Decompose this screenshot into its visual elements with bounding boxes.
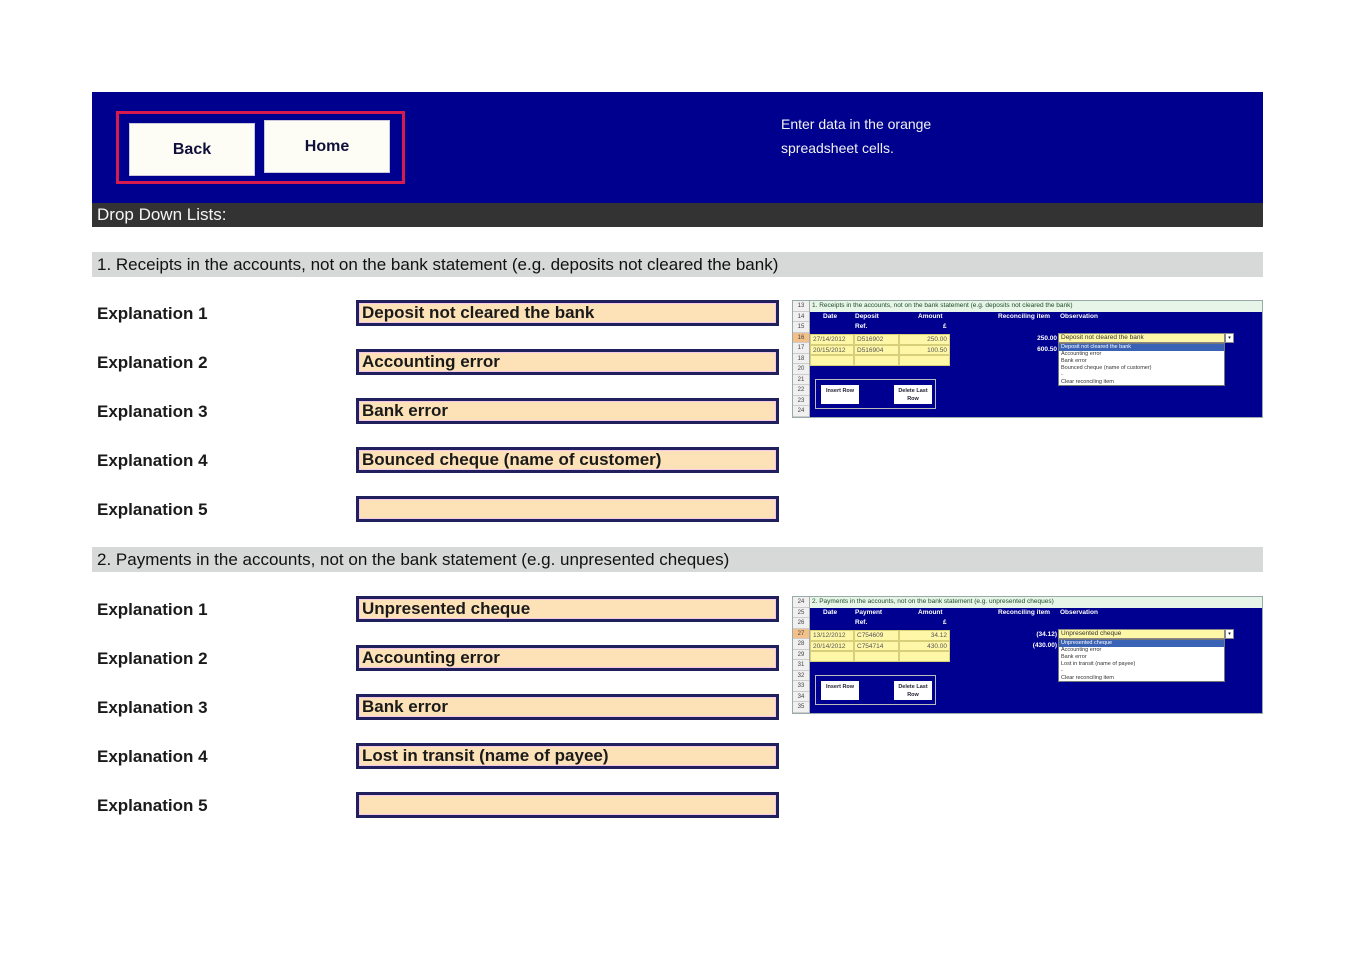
entry-ref: C754714 <box>854 641 899 652</box>
row-number: 24 <box>793 597 809 608</box>
dropdown-option: Accounting error <box>1061 351 1102 357</box>
entry-ref: D516902 <box>854 334 899 345</box>
row-number: 34 <box>793 692 809 703</box>
dropdown-arrow-icon: ▾ <box>1225 629 1234 639</box>
dropdown-arrow-icon: ▾ <box>1225 333 1234 343</box>
dropdown-options-list <box>1058 343 1225 386</box>
entry-empty <box>899 355 950 366</box>
entry-empty <box>854 355 899 366</box>
entry-empty <box>899 651 950 662</box>
receipts-explanation-5-input[interactable] <box>356 496 779 522</box>
dropdown-option: Bounced cheque (name of customer) <box>1061 365 1152 371</box>
dropdown-options-list <box>1058 639 1225 682</box>
col-header-date: Date <box>823 609 838 616</box>
payments-explanation-3-label: Explanation 3 <box>97 698 208 717</box>
payments-explanation-1-label: Explanation 1 <box>97 600 208 619</box>
row-number: 28 <box>793 639 809 650</box>
table-row <box>810 641 1040 652</box>
dropdown-option: Lost in transit (name of payee) <box>1061 661 1136 667</box>
thumbnail-button-group <box>815 379 936 409</box>
row-number: 26 <box>793 618 809 629</box>
reconciling-amount: (430.00) <box>1032 642 1057 649</box>
entry-amount: 250.00 <box>899 334 950 345</box>
row-number: 13 <box>793 301 809 312</box>
entry-empty <box>810 355 854 366</box>
table-row <box>810 651 1040 662</box>
payments-explanation-3-input[interactable]: Bank error <box>356 694 779 720</box>
observation-dropdown: Unpresented cheque <box>1058 629 1225 639</box>
receipts-explanation-3-input[interactable]: Bank error <box>356 398 779 424</box>
row-number: 35 <box>793 702 809 713</box>
entry-ref: C754609 <box>854 630 899 641</box>
home-button[interactable]: Home <box>264 120 390 173</box>
payments-explanation-5-input[interactable] <box>356 792 779 818</box>
row-number: 32 <box>793 671 809 682</box>
nav-button-group <box>116 111 405 184</box>
row-number: 21 <box>793 375 809 386</box>
dropdown-option: - <box>1061 372 1063 378</box>
instruction-line-2: spreadsheet cells. <box>781 140 894 156</box>
section-payments-heading: 2. Payments in the accounts, not on the bank statement (e.g. unpresented cheques) <box>92 547 1263 572</box>
drop-down-lists-heading: Drop Down Lists: <box>92 203 1263 227</box>
thumbnail-title: 1. Receipts in the accounts, not on the bank statement (e.g. deposits not cleared the bank) <box>810 301 1262 312</box>
delete-row-button-image: Delete Last Row <box>894 681 932 700</box>
row-number: 15 <box>793 322 809 333</box>
thumbnail-entries <box>810 334 1040 366</box>
insert-row-button-image: Insert Row <box>821 385 859 404</box>
row-number: 17 <box>793 343 809 354</box>
row-number: 31 <box>793 660 809 671</box>
table-row <box>810 334 1040 345</box>
back-button[interactable]: Back <box>129 123 255 176</box>
payments-explanation-5-label: Explanation 5 <box>97 796 208 815</box>
row-number: 14 <box>793 312 809 323</box>
payments-explanation-2-input[interactable]: Accounting error <box>356 645 779 671</box>
row-number: 18 <box>793 354 809 365</box>
reconciling-amount: (34.12) <box>1036 631 1057 638</box>
dropdown-option: Clear reconciling item <box>1061 379 1114 385</box>
entry-date: 27/14/2012 <box>810 334 854 345</box>
entry-amount: 34.12 <box>899 630 950 641</box>
receipts-example-screenshot <box>792 300 1263 418</box>
entry-date: 20/15/2012 <box>810 345 854 356</box>
col-header-ref: Payment <box>855 609 883 616</box>
receipts-explanation-5-label: Explanation 5 <box>97 500 208 519</box>
col-header-date: Date <box>823 313 838 320</box>
col-header-currency: £ <box>943 323 947 330</box>
row-number: 29 <box>793 650 809 661</box>
row-number: 33 <box>793 681 809 692</box>
table-row <box>810 355 1040 366</box>
section-receipts-heading: 1. Receipts in the accounts, not on the bank statement (e.g. deposits not cleared the bank) <box>92 252 1263 277</box>
receipts-explanation-3-label: Explanation 3 <box>97 402 208 421</box>
table-row <box>810 345 1040 356</box>
receipts-explanation-4-label: Explanation 4 <box>97 451 208 470</box>
receipts-explanation-4-input[interactable]: Bounced cheque (name of customer) <box>356 447 779 473</box>
entry-ref: D516904 <box>854 345 899 356</box>
row-number: 24 <box>793 406 809 417</box>
thumbnail-button-group <box>815 675 936 705</box>
dropdown-option: Accounting error <box>1061 647 1102 653</box>
table-row <box>810 630 1040 641</box>
col-header-currency: £ <box>943 619 947 626</box>
col-header-reconciling: Reconciling item <box>998 313 1051 320</box>
row-number: 23 <box>793 396 809 407</box>
row-number: 20 <box>793 364 809 375</box>
header-banner <box>92 92 1263 203</box>
row-number: 27 <box>793 629 809 640</box>
instruction-text <box>781 112 1001 160</box>
dropdown-option: Unpresented cheque <box>1059 640 1224 647</box>
col-header-reconciling: Reconciling item <box>998 609 1051 616</box>
receipts-explanation-1-input[interactable]: Deposit not cleared the bank <box>356 300 779 326</box>
entry-empty <box>810 651 854 662</box>
reconciling-amount: 600.50 <box>1037 346 1057 353</box>
observation-dropdown: Deposit not cleared the bank <box>1058 333 1225 343</box>
payments-explanation-1-input[interactable]: Unpresented cheque <box>356 596 779 622</box>
payments-explanation-4-label: Explanation 4 <box>97 747 208 766</box>
payments-explanation-4-input[interactable]: Lost in transit (name of payee) <box>356 743 779 769</box>
col-header-ref2: Ref. <box>855 619 868 626</box>
dropdown-option: Clear reconciling item <box>1061 675 1114 681</box>
entry-date: 20/14/2012 <box>810 641 854 652</box>
payments-explanation-2-label: Explanation 2 <box>97 649 208 668</box>
entry-amount: 100.50 <box>899 345 950 356</box>
entry-amount: 430.00 <box>899 641 950 652</box>
row-number: 16 <box>793 333 809 344</box>
col-header-ref: Deposit <box>855 313 879 320</box>
insert-row-button-image: Insert Row <box>821 681 859 700</box>
col-header-observation: Observation <box>1060 609 1098 616</box>
thumbnail-title: 2. Payments in the accounts, not on the bank statement (e.g. unpresented cheques) <box>810 597 1262 608</box>
col-header-ref2: Ref. <box>855 323 868 330</box>
row-number-column <box>793 597 810 713</box>
col-header-amount: Amount <box>918 609 943 616</box>
reconciling-amount: 250.00 <box>1037 335 1057 342</box>
payments-example-screenshot <box>792 596 1263 714</box>
row-number-column <box>793 301 810 417</box>
instruction-line-1: Enter data in the orange <box>781 116 932 132</box>
col-header-observation: Observation <box>1060 313 1098 320</box>
thumbnail-entries <box>810 630 1040 662</box>
receipts-explanation-2-label: Explanation 2 <box>97 353 208 372</box>
dropdown-option: Bank error <box>1061 654 1087 660</box>
entry-empty <box>854 651 899 662</box>
receipts-explanation-2-input[interactable]: Accounting error <box>356 349 779 375</box>
dropdown-option: - <box>1061 668 1063 674</box>
dropdown-option: Deposit not cleared the bank <box>1059 344 1224 351</box>
delete-row-button-image: Delete Last Row <box>894 385 932 404</box>
row-number: 22 <box>793 385 809 396</box>
receipts-explanation-1-label: Explanation 1 <box>97 304 208 323</box>
col-header-amount: Amount <box>918 313 943 320</box>
dropdown-option: Bank error <box>1061 358 1087 364</box>
row-number: 25 <box>793 608 809 619</box>
entry-date: 13/12/2012 <box>810 630 854 641</box>
